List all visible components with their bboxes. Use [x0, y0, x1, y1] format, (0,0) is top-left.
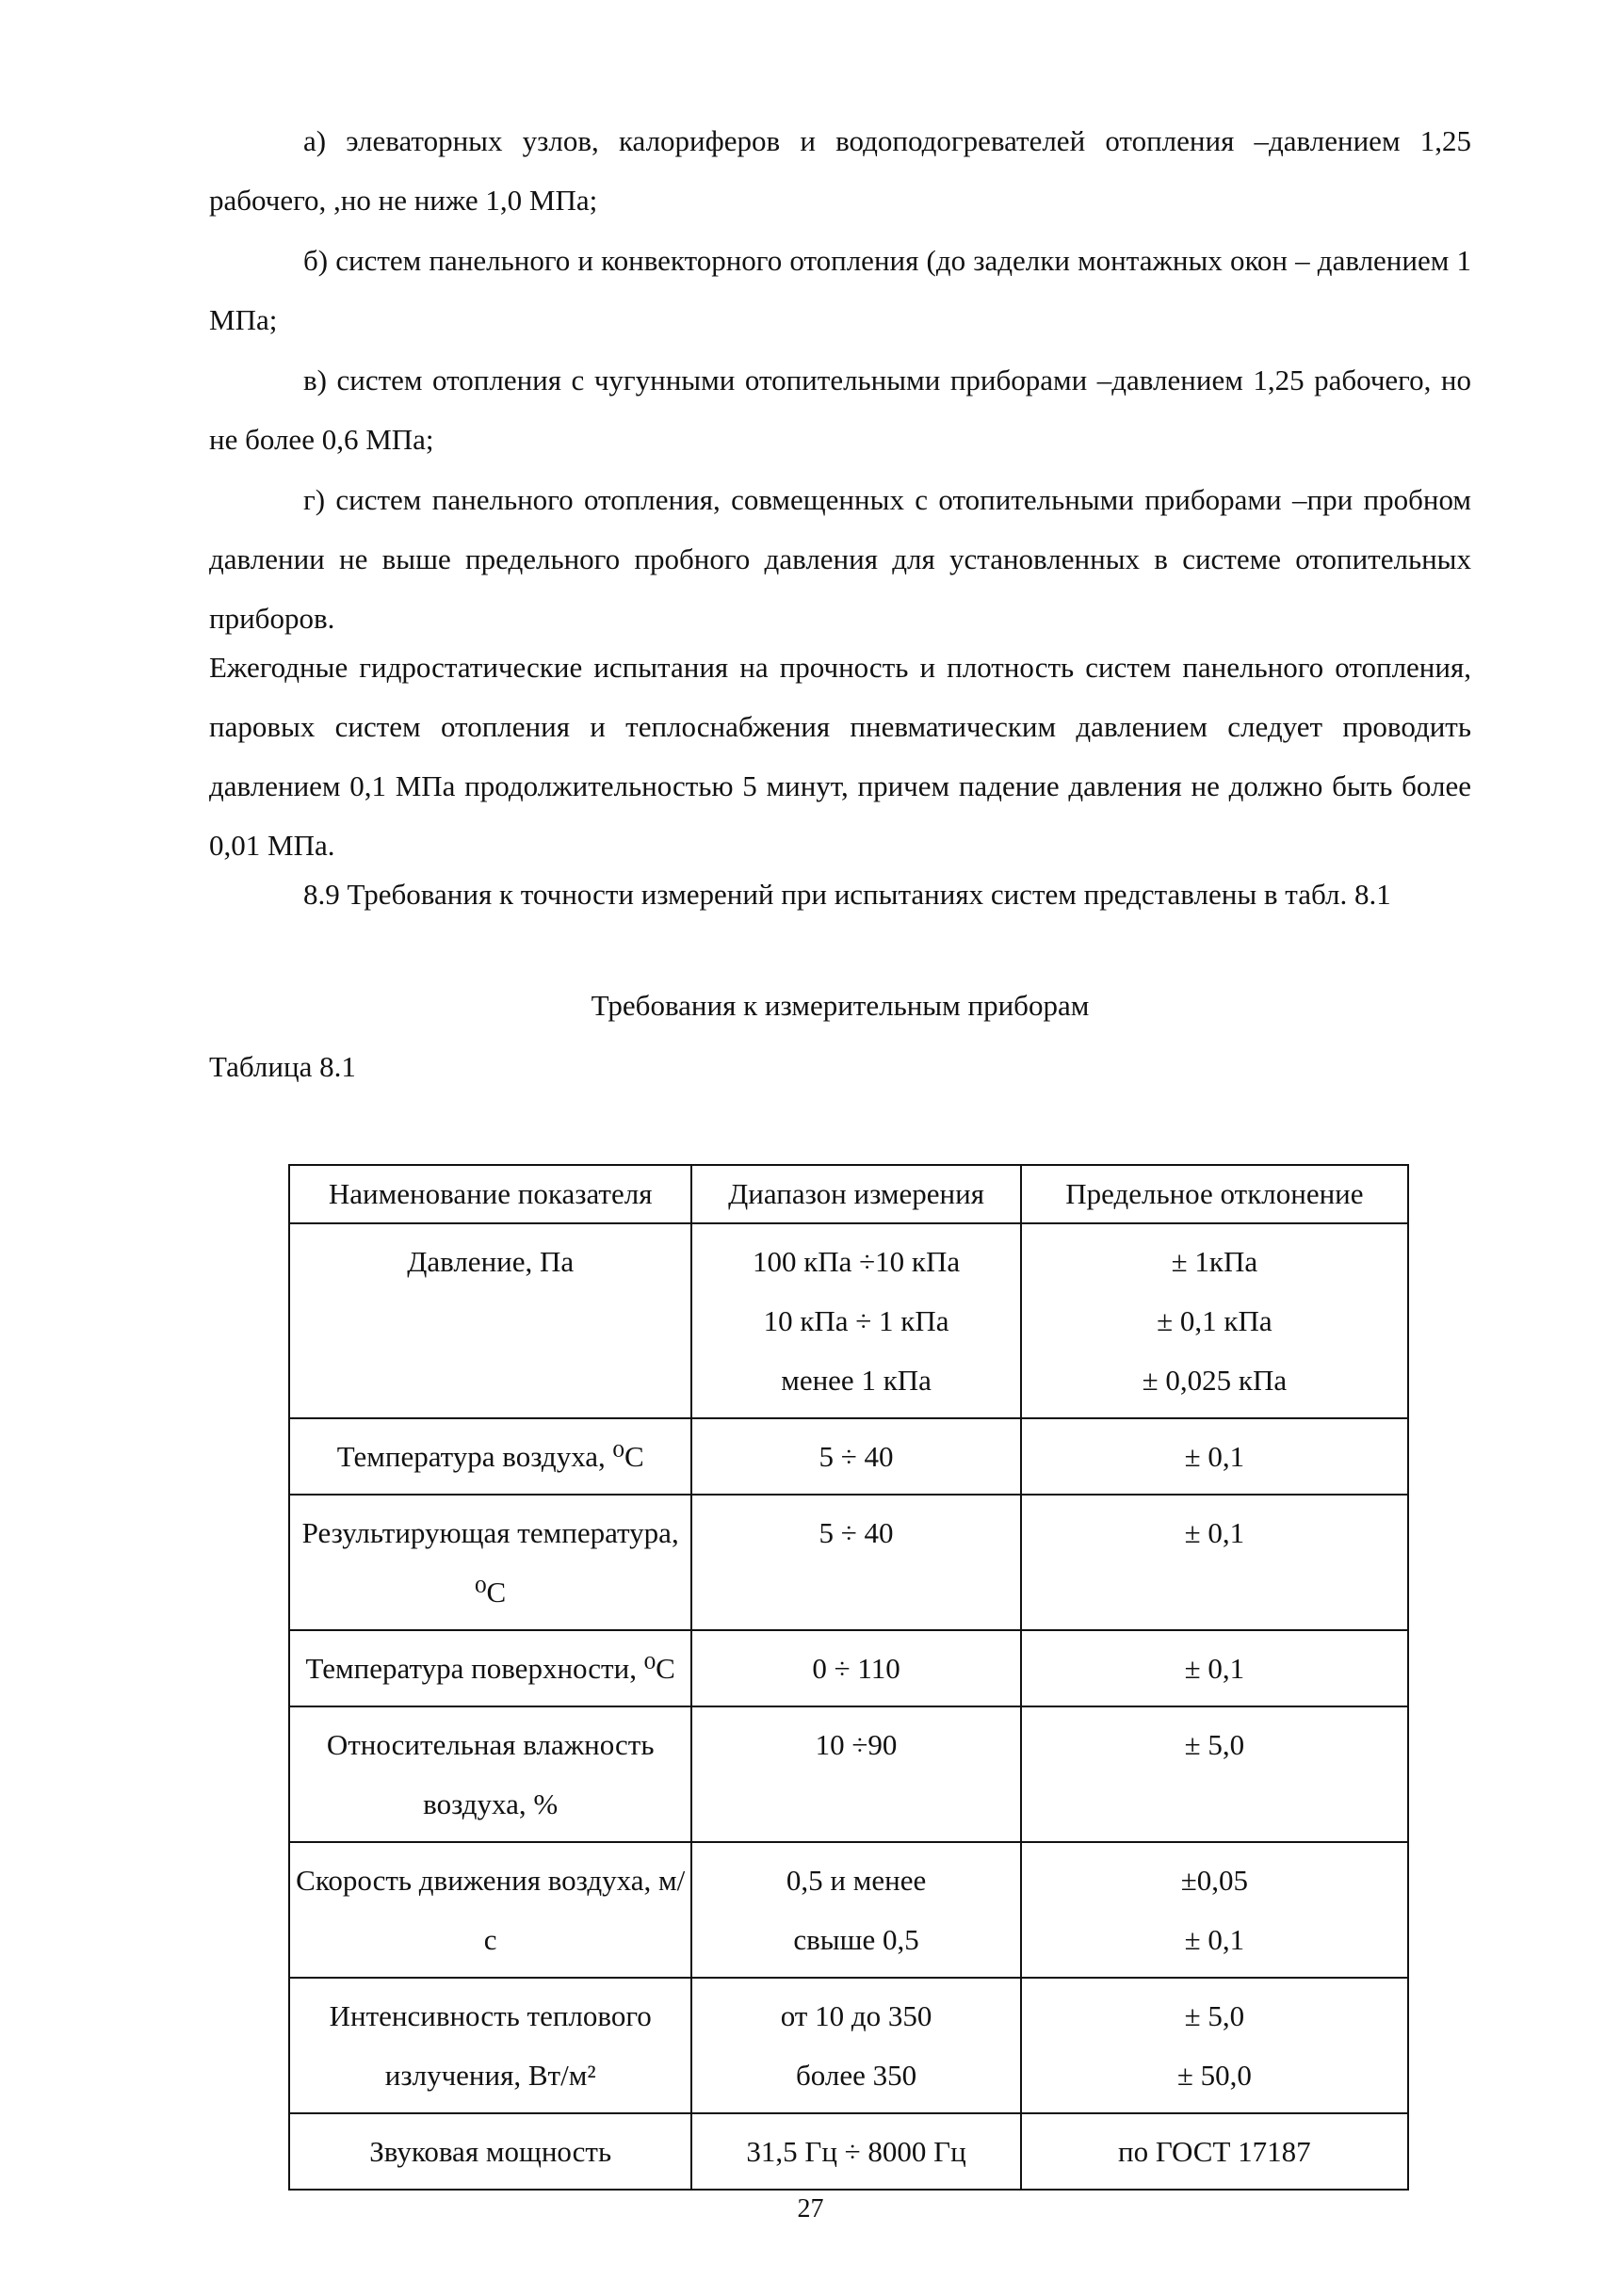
table-row — [289, 1418, 1408, 1495]
deviation-value: ± 0,1 кПа — [1157, 1304, 1272, 1337]
paragraph-v: в) систем отопления с чугунными отопительными приборами –давлением 1,25 рабочего, но не более 0,6 МПа; — [209, 364, 1471, 456]
table-number-label: Таблица 8.1 — [209, 1050, 356, 1083]
row-deviation: ± 5,0 — [1021, 1706, 1408, 1842]
table-row — [289, 1630, 1408, 1706]
row-range: 5 ÷ 40 — [691, 1418, 1020, 1495]
table-row — [289, 1842, 1408, 1978]
paragraph-g: г) систем панельного отопления, совмещенных с отопительными приборами –при пробном давлении не выше предельного пробного давления для установленных в системе отопительных приборов. — [209, 483, 1471, 635]
table-row — [289, 2113, 1408, 2190]
range-value: 10 кПа ÷ 1 кПа — [763, 1304, 949, 1337]
row-deviation: ± 0,1 — [1021, 1630, 1408, 1706]
deviation-value: ± 0,025 кПа — [1142, 1364, 1288, 1397]
deviation-value: ± 50,0 — [1176, 2059, 1252, 2092]
row-name: Температура поверхности, ⁰С — [289, 1630, 691, 1706]
table-row — [289, 1978, 1408, 2113]
deviation-value: ±0,05 — [1180, 1864, 1248, 1897]
row-range: 31,5 Гц ÷ 8000 Гц — [691, 2113, 1020, 2190]
row-name: Результирующая температура, ⁰С — [289, 1495, 691, 1630]
deviation-value: ± 0,1 — [1184, 1923, 1245, 1956]
table-title: Требования к измерительным приборам — [591, 989, 1090, 1022]
paragraph-a: а) элеваторных узлов, калориферов и водоподогревателей отопления –давлением 1,25 рабочего, ,но не ниже 1,0 МПа; — [209, 124, 1471, 217]
paragraph-annual-tests: Ежегодные гидростатические испытания на прочность и плотность систем панельного отопления, паровых систем отопления и теплоснабжения пневматическим давлением следует проводить давлением 0,1 МПа продолжительностью 5 минут, причем падение давления не должно быть более 0,01 МПа. — [209, 651, 1471, 862]
row-deviation — [1021, 1842, 1408, 1978]
header-max-deviation: Предельное отклонение — [1021, 1165, 1408, 1223]
row-range — [691, 1978, 1020, 2113]
table-row — [289, 1706, 1408, 1842]
page-number: 27 — [797, 2194, 824, 2223]
row-name: Звуковая мощность — [289, 2113, 691, 2190]
header-indicator-name: Наименование показателя — [289, 1165, 691, 1223]
range-value: свыше 0,5 — [793, 1923, 919, 1956]
deviation-value: ± 1кПа — [1171, 1245, 1258, 1278]
row-name: Относительная влажность воздуха, % — [289, 1706, 691, 1842]
row-range — [691, 1842, 1020, 1978]
paragraph-b: б) систем панельного и конвекторного отопления (до заделки монтажных окон – давлением 1 МПа; — [209, 244, 1471, 336]
row-range: 5 ÷ 40 — [691, 1495, 1020, 1630]
paragraph-8-9: 8.9 Требования к точности измерений при испытаниях систем представлены в табл. 8.1 — [303, 878, 1391, 911]
row-name: Интенсивность теплового излучения, Вт/м² — [289, 1978, 691, 2113]
table-row — [289, 1223, 1408, 1418]
row-deviation: ± 0,1 — [1021, 1495, 1408, 1630]
row-range: 10 ÷90 — [691, 1706, 1020, 1842]
range-value: менее 1 кПа — [781, 1364, 932, 1397]
range-value: 0,5 и менее — [786, 1864, 927, 1897]
row-name: Давление, Па — [289, 1223, 691, 1418]
table-row — [289, 1495, 1408, 1630]
row-range — [691, 1223, 1020, 1418]
table-header-row — [289, 1165, 1408, 1223]
row-name: Температура воздуха, ⁰С — [289, 1418, 691, 1495]
deviation-value: ± 5,0 — [1184, 1999, 1245, 2032]
range-value: 100 кПа ÷10 кПа — [752, 1245, 961, 1278]
row-deviation — [1021, 1978, 1408, 2113]
row-deviation: по ГОСТ 17187 — [1021, 2113, 1408, 2190]
row-range: 0 ÷ 110 — [691, 1630, 1020, 1706]
range-value: более 350 — [796, 2059, 917, 2092]
row-deviation: ± 0,1 — [1021, 1418, 1408, 1495]
row-deviation — [1021, 1223, 1408, 1418]
row-name: Скорость движения воздуха, м/с — [289, 1842, 691, 1978]
header-measurement-range: Диапазон измерения — [691, 1165, 1020, 1223]
requirements-table — [288, 1164, 1409, 2191]
range-value: от 10 до 350 — [780, 1999, 932, 2032]
